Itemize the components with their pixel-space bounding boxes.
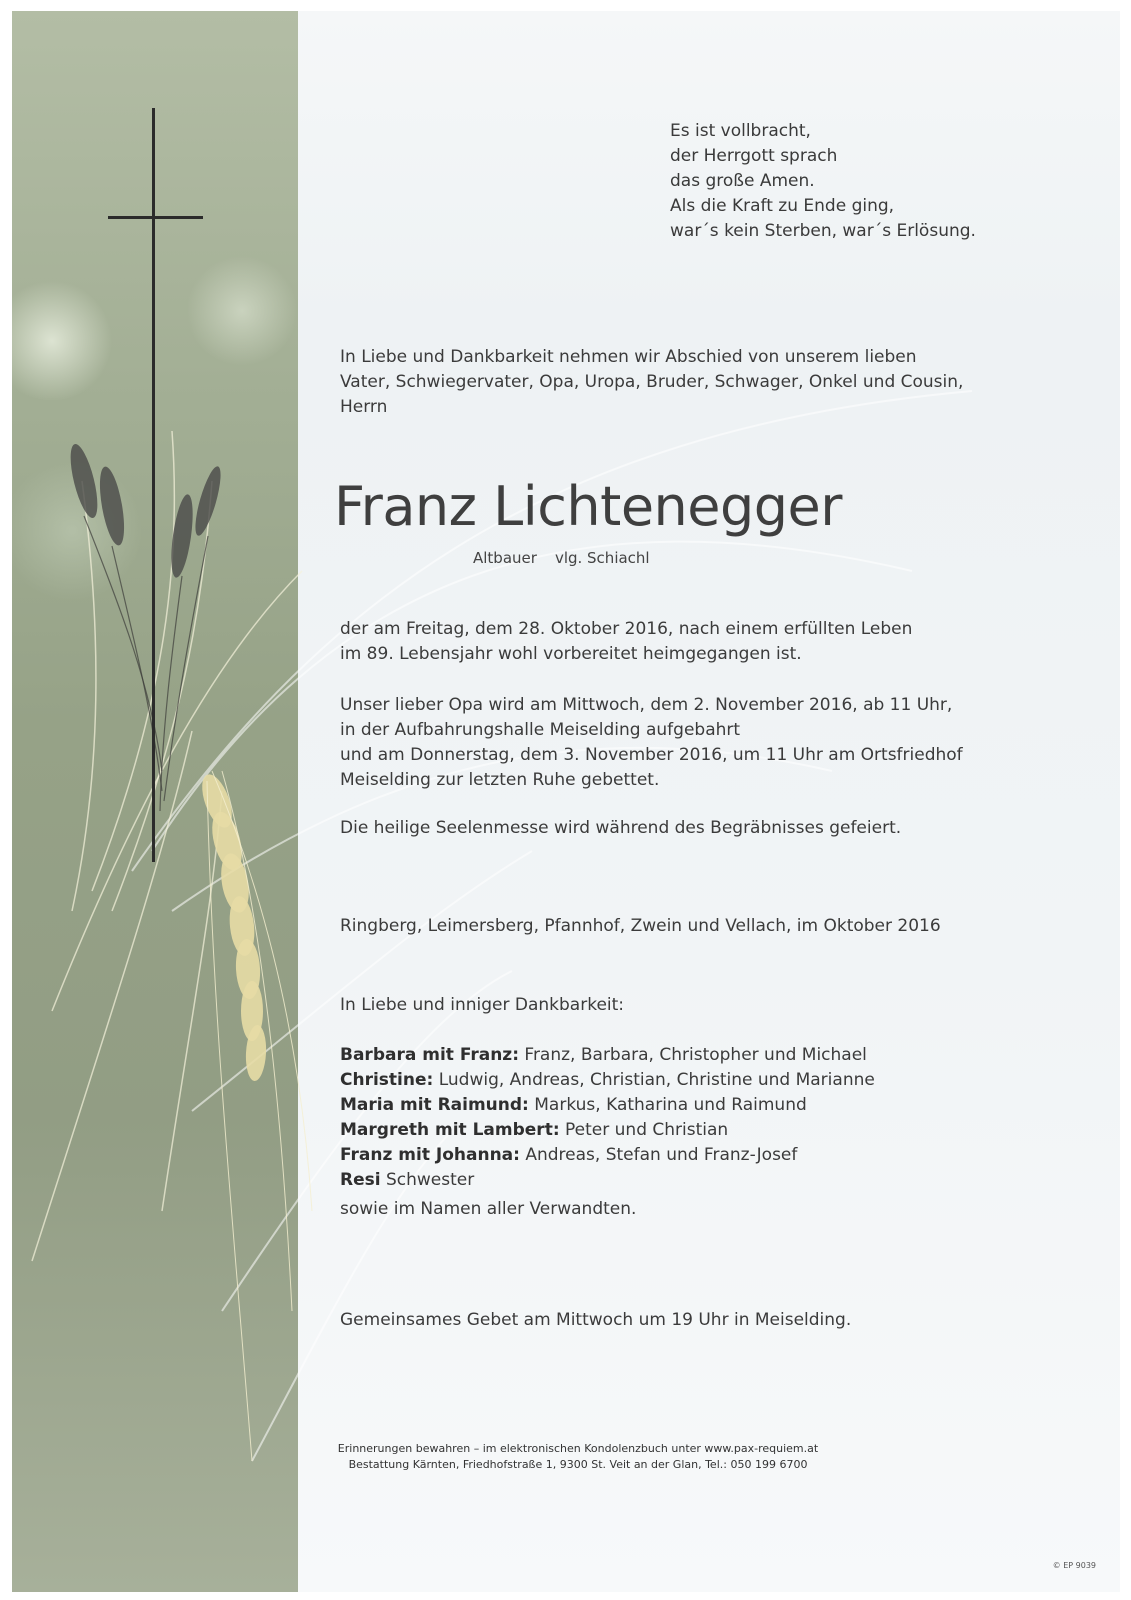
motto-line: das große Amen.	[670, 171, 815, 191]
family-row	[340, 1093, 875, 1118]
funeral-line: Meiselding zur letzten Ruhe gebettet.	[340, 770, 660, 790]
motto-line: der Herrgott sprach	[670, 146, 838, 166]
cross-icon	[12, 11, 232, 891]
family-members: Schwester	[380, 1170, 475, 1190]
death-notice-line: der am Freitag, dem 28. Oktober 2016, nach einem erfüllten Leben	[340, 619, 913, 639]
family-members: Peter und Christian	[559, 1120, 729, 1140]
footer-condolence-line: Erinnerungen bewahren – im elektronischen Kondolenzbuch unter www.pax-requiem.at	[337, 1442, 819, 1455]
intro-text	[340, 345, 963, 420]
print-code: © EP 9039	[1052, 1561, 1096, 1570]
family-head: Christine:	[340, 1070, 434, 1090]
prayer-notice: Gemeinsames Gebet am Mittwoch um 19 Uhr in Meiselding.	[340, 1310, 852, 1330]
intro-line: Vater, Schwiegervater, Opa, Uropa, Bruder, Schwager, Onkel und Cousin,	[340, 372, 964, 392]
funeral-line: in der Aufbahrungshalle Meiselding aufgebahrt	[340, 720, 741, 740]
relatives-note: sowie im Namen aller Verwandten.	[340, 1199, 637, 1219]
intro-line: Herrn	[340, 397, 388, 417]
mass-notice: Die heilige Seelenmesse wird während des Begräbnisses gefeiert.	[340, 818, 902, 838]
family-head: Maria mit Raimund:	[340, 1095, 529, 1115]
intro-line: In Liebe und Dankbarkeit nehmen wir Abschied von unserem lieben	[340, 347, 917, 367]
family-members: Markus, Katharina und Raimund	[528, 1095, 807, 1115]
mourners-intro: In Liebe und inniger Dankbarkeit:	[340, 995, 625, 1015]
family-members: Franz, Barbara, Christopher und Michael	[519, 1045, 867, 1065]
obituary-page	[12, 11, 1120, 1592]
death-notice-line: im 89. Lebensjahr wohl vorbereitet heimgegangen ist.	[340, 644, 802, 664]
place-date: Ringberg, Leimersberg, Pfannhof, Zwein und Vellach, im Oktober 2016	[340, 916, 941, 936]
motto-line: Als die Kraft zu Ende ging,	[670, 196, 895, 216]
deceased-occupation: Altbauer	[473, 549, 537, 567]
deceased-subtitle	[473, 548, 650, 568]
family-row	[340, 1143, 875, 1168]
footer-address-line: Bestattung Kärnten, Friedhofstraße 1, 9300 St. Veit an der Glan, Tel.: 050 199 6700	[348, 1458, 808, 1471]
motto-poem	[670, 119, 976, 244]
family-head: Margreth mit Lambert:	[340, 1120, 560, 1140]
deceased-alias: vlg. Schiachl	[554, 549, 650, 567]
funeral-line: Unser lieber Opa wird am Mittwoch, dem 2. November 2016, ab 11 Uhr,	[340, 695, 953, 715]
funeral-line: und am Donnerstag, dem 3. November 2016, um 11 Uhr am Ortsfriedhof	[340, 745, 963, 765]
family-row	[340, 1043, 875, 1068]
family-head: Resi	[340, 1170, 381, 1190]
family-members: Andreas, Stefan und Franz-Josef	[519, 1145, 798, 1165]
family-row	[340, 1068, 875, 1093]
family-row	[340, 1168, 875, 1193]
death-notice	[340, 617, 912, 667]
footer	[318, 1441, 838, 1473]
funeral-details	[340, 693, 963, 793]
family-list	[340, 1043, 875, 1193]
family-head: Barbara mit Franz:	[340, 1045, 519, 1065]
family-members: Ludwig, Andreas, Christian, Christine und Marianne	[433, 1070, 875, 1090]
motto-line: Es ist vollbracht,	[670, 121, 811, 141]
family-head: Franz mit Johanna:	[340, 1145, 520, 1165]
deceased-name: Franz Lichtenegger	[334, 475, 842, 538]
family-row	[340, 1118, 875, 1143]
motto-line: war´s kein Sterben, war´s Erlösung.	[670, 221, 976, 241]
